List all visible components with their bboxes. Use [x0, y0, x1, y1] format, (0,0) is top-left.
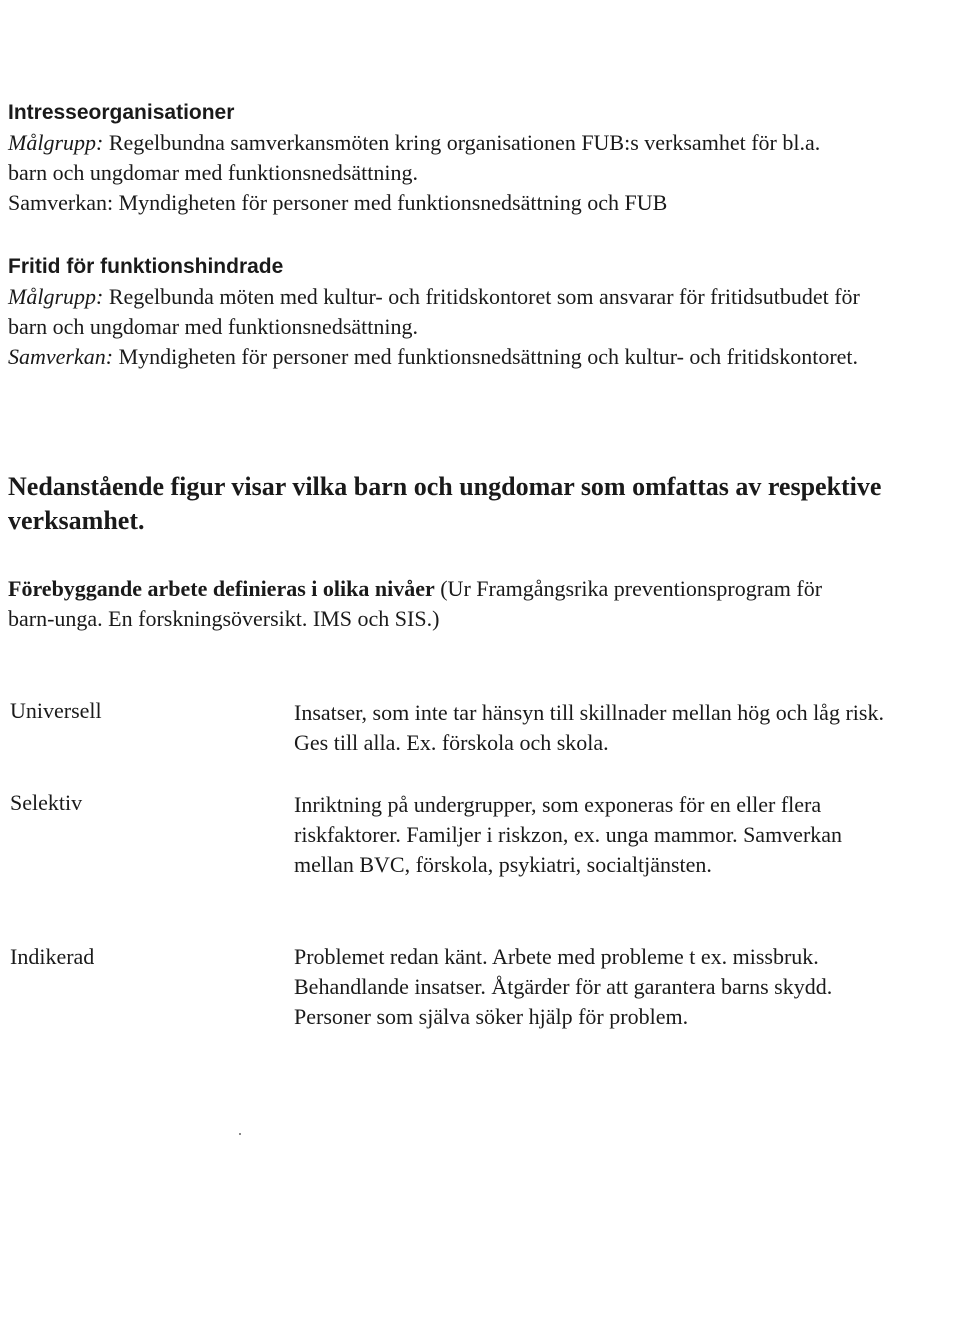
samverkan-label: Samverkan:	[8, 344, 114, 369]
section-heading: Intresseorganisationer	[8, 101, 235, 124]
section-heading: Fritid för funktionshindrade	[8, 255, 284, 278]
samverkan-paragraph	[8, 342, 878, 372]
samverkan-paragraph	[8, 188, 948, 218]
malgrupp-label: Målgrupp:	[8, 284, 104, 309]
malgrupp-paragraph	[8, 282, 868, 342]
scan-speck	[239, 1133, 241, 1135]
samverkan-text: Myndigheten för personer med funktionsnedsättning och kultur- och fritidskontoret.	[113, 344, 859, 369]
samverkan-text: Myndigheten för personer med funktionsnedsättning och FUB	[113, 190, 668, 215]
section-intresseorganisationer	[8, 98, 948, 218]
malgrupp-text: Regelbunda möten med kultur- och fritidskontoret som ansvarar för fritidsutbudet för barn och ungdomar med funktionsnedsättning.	[8, 284, 860, 339]
malgrupp-text: Regelbundna samverkansmöten kring organisationen FUB:s verksamhet för bl.a. barn och ungdomar med funktionsnedsättning.	[8, 130, 821, 185]
malgrupp-label: Målgrupp:	[8, 130, 104, 155]
level-term-selektiv: Selektiv	[10, 790, 83, 815]
samverkan-label: Samverkan:	[8, 190, 114, 215]
level-description-selektiv: Inriktning på undergrupper, som exponeras för en eller flera riskfaktorer. Familjer i riskzon, ex. unga mammor. Samverkan mellan BVC, förskola, psykiatri, socialtjänsten.	[294, 792, 843, 877]
section-fritid	[8, 252, 948, 372]
levels-intro	[8, 574, 848, 634]
level-term-universell: Universell	[10, 698, 102, 723]
levels-intro-bold: Förebyggande arbete definieras i olika nivåer	[8, 576, 435, 601]
level-description-universell: Insatser, som inte tar hänsyn till skillnader mellan hög och låg risk. Ges till alla. Ex. förskola och skola.	[294, 700, 884, 755]
level-description-indikerad: Problemet redan känt. Arbete med probleme t ex. missbruk. Behandlande insatser. Åtgärder för att garantera barns skydd. Personer som själva söker hjälp för problem.	[294, 944, 833, 1029]
level-term-indikerad: Indikerad	[10, 944, 95, 969]
levels-intro-text: (Ur Framgångsrika preventionsprogram för barn-unga. En forskningsöversikt. IMS och SIS.)	[8, 576, 823, 631]
malgrupp-paragraph	[8, 128, 828, 188]
figure-intro-heading: Nedanstående figur visar vilka barn och ungdomar som omfattas av respektive verksamhet.	[8, 472, 882, 535]
